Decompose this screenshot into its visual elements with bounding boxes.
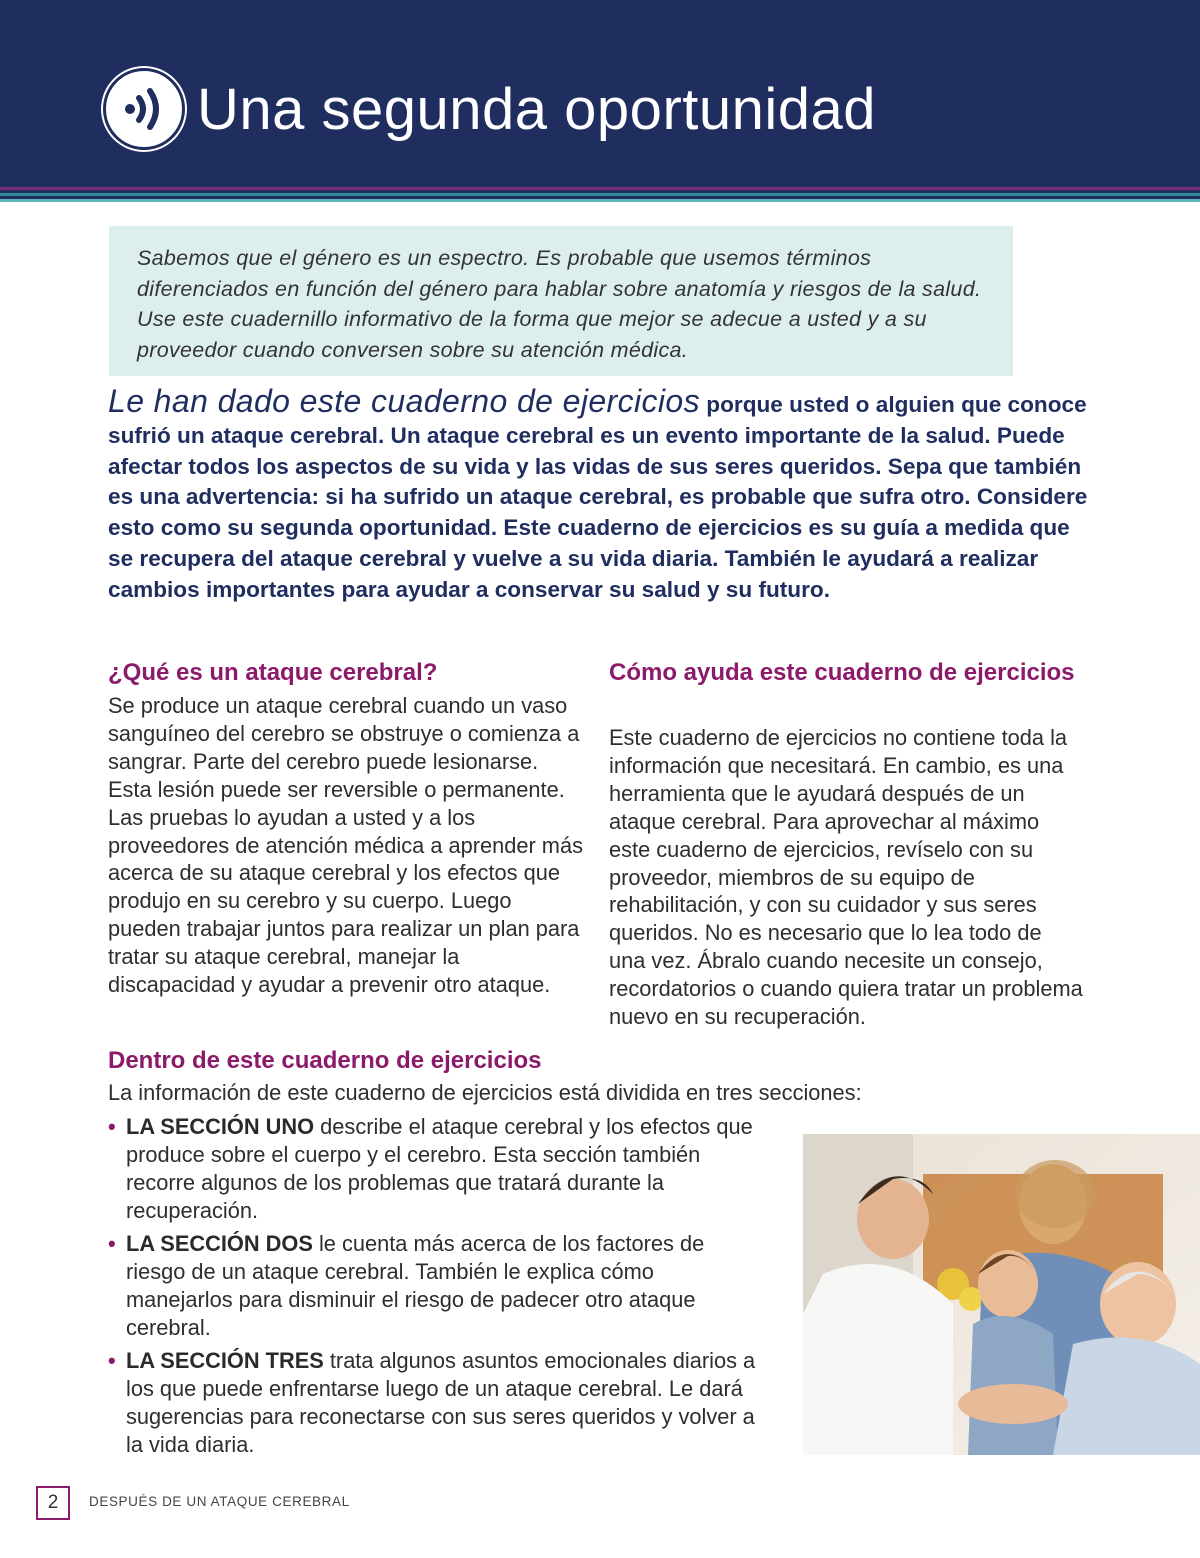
- what-is-body: Se produce un ataque cerebral cuando un vaso sanguíneo del cerebro se obstruye o comienza a sangrar. Parte del cerebro puede lesionarse. Esta lesión puede ser reversible o permanente. Las pruebas lo ayudan a usted y a los proveedores de atención médica a aprender más acerca de su ataque cerebral y los efectos que produjo en su cerebro y su cuerpo. Luego pueden trabajar juntos para realizar un plan para tratar su ataque cerebral, manejar la discapacidad y ayudar a prevenir otro ataque.: [108, 693, 583, 998]
- gender-notice-text: Sabemos que el género es un espectro. Es probable que usemos términos diferenciados en función del género para hablar sobre anatomía y riesgos de la salud. Use este cuadernillo informativo de la forma que mejor se adecue a usted y a su proveedor cuando conversen sobre su atención médica.: [137, 246, 982, 362]
- section-text: describe el ataque cerebral y los efectos que produce sobre el cuerpo y el cerebro. Esta sección también recorre algunos de los problemas que tratará durante la recuperación.: [126, 1114, 753, 1223]
- bullet-mark: •: [108, 1348, 116, 1373]
- page-title: Una segunda oportunidad: [197, 77, 877, 142]
- family-photo: [803, 1134, 1200, 1455]
- list-item: [108, 1230, 758, 1342]
- page-number: 2: [36, 1486, 70, 1520]
- gender-notice-box: [109, 226, 1013, 376]
- list-item: [108, 1347, 758, 1459]
- section-label: LA SECCIÓN UNO: [126, 1114, 315, 1139]
- what-is-heading: ¿Qué es un ataque cerebral?: [108, 659, 438, 686]
- intro-paragraph: [108, 383, 1098, 606]
- how-helps-body: Este cuaderno de ejercicios no contiene toda la información que necesitará. En cambio, es una herramienta que le ayudará después de un ataque cerebral. Para aprovechar al máximo este cuaderno de ejercicios, revíselo con su proveedor, miembros de su equipo de rehabilitación, y con su cuidador y sus seres queridos. No es necesario que lo lea todo de una vez. Ábralo cuando necesite un consejo, recordatorios o cuando quiera tratar un problema nuevo en su recuperación.: [609, 725, 1083, 1030]
- header-stripes: [0, 183, 1200, 205]
- footer-title: DESPUÉS DE UN ATAQUE CEREBRAL: [89, 1494, 350, 1509]
- section-text: trata algunos asuntos emocionales diarios a los que puede enfrentarse luego de un ataque cerebral. Le dará sugerencias para reconectarse con sus seres queridos y volver a la vida diaria.: [126, 1348, 756, 1457]
- bullet-mark: •: [108, 1231, 116, 1256]
- sections-list: [108, 1113, 758, 1464]
- section-label: LA SECCIÓN TRES: [126, 1348, 324, 1373]
- list-item: [108, 1113, 758, 1225]
- inside-intro: La información de este cuaderno de ejercicios está dividida en tres secciones:: [108, 1080, 862, 1105]
- bullet-mark: •: [108, 1114, 116, 1139]
- section-text: le cuenta más acerca de los factores de riesgo de un ataque cerebral. También le explica cómo manejarlos para disminuir el riesgo de padecer otro ataque cerebral.: [126, 1231, 705, 1340]
- section-label: LA SECCIÓN DOS: [126, 1231, 313, 1256]
- sound-waves-icon: [103, 68, 185, 150]
- intro-lead: Le han dado este cuaderno de ejercicios: [108, 383, 701, 419]
- intro-text: porque usted o alguien que conoce sufrió un ataque cerebral. Un ataque cerebral es un evento importante de la salud. Puede afectar todos los aspectos de su vida y las vidas de sus seres queridos. Sepa que también es una advertencia: si ha sufrido un ataque cerebral, es probable que sufra otro. Considere esto como su segunda oportunidad. Este cuaderno de ejercicios es su guía a medida que se recupera del ataque cerebral y vuelve a su vida diaria. También le ayudará a realizar cambios importantes para ayudar a conservar su salud y su futuro.: [108, 392, 1088, 602]
- inside-heading: Dentro de este cuaderno de ejercicios: [108, 1047, 542, 1074]
- how-helps-heading: Cómo ayuda este cuaderno de ejercicios: [609, 659, 1075, 686]
